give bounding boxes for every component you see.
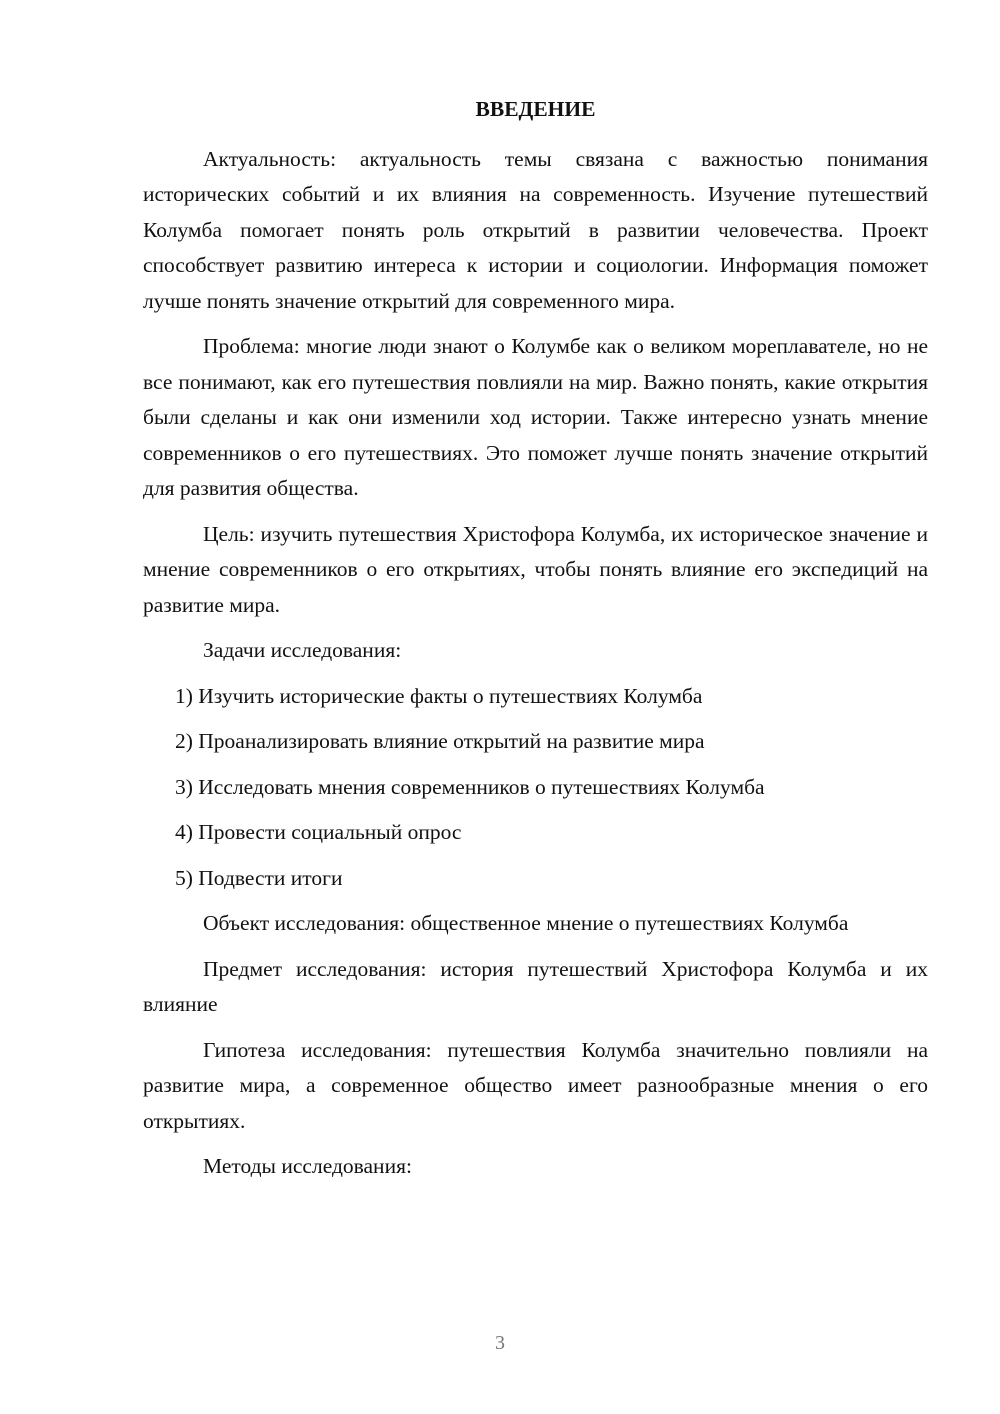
list-item: 2) Проанализировать влияние открытий на развитие мира xyxy=(175,729,705,753)
paragraph-tasks-heading: Задачи исследования: xyxy=(203,638,402,662)
paragraph-object: Объект исследования: общественное мнение о путешествиях Колумба xyxy=(203,911,849,935)
paragraph-methods: Методы исследования: xyxy=(203,1154,412,1178)
list-item: 5) Подвести итоги xyxy=(175,865,343,890)
list-item: 4) Провести социальный опрос xyxy=(175,820,462,844)
list-item: 3) Исследовать мнения современников о путешествиях Колумба xyxy=(175,774,765,799)
page-number: 3 xyxy=(495,1332,505,1354)
paragraph-relevance: Актуальность: актуальность темы связана с важностью понимания исторических событий и их влияния на современность. Изучение путешествий Колумба помогает понять роль открытий в развитии человечества. Проект способствует развитию интереса к истории и социологии. Информация поможет лучше понять значение открытий для современного мира. xyxy=(143,146,928,313)
paragraph-problem: Проблема: многие люди знают о Колумбе как о великом мореплавателе, но не все понимают, как его путешествия повлияли на мир. Важно понять, какие открытия были сделаны и как они изменили ход истории. Также интересно узнать мнение современников о его путешествиях. Это поможет лучше понять значение открытий для развития общества. xyxy=(143,334,928,500)
list-item: 1) Изучить исторические факты о путешествиях Колумба xyxy=(175,683,703,708)
page-content xyxy=(143,92,928,1195)
paragraph-subject: Предмет исследования: история путешествий Христофора Колумба и их влияние xyxy=(143,956,928,1016)
paragraph-goal: Цель: изучить путешествия Христофора Колумба, их историческое значение и мнение современников о его открытиях, чтобы понять влияние его экспедиций на развитие мира. xyxy=(143,521,928,617)
task-list xyxy=(143,679,928,897)
paragraph-hypothesis: Гипотеза исследования: путешествия Колумба значительно повлияли на развитие мира, а современное общество имеет разнообразные мнения о его открытиях. xyxy=(143,1037,928,1133)
section-heading: ВВЕДЕНИЕ xyxy=(475,97,596,121)
